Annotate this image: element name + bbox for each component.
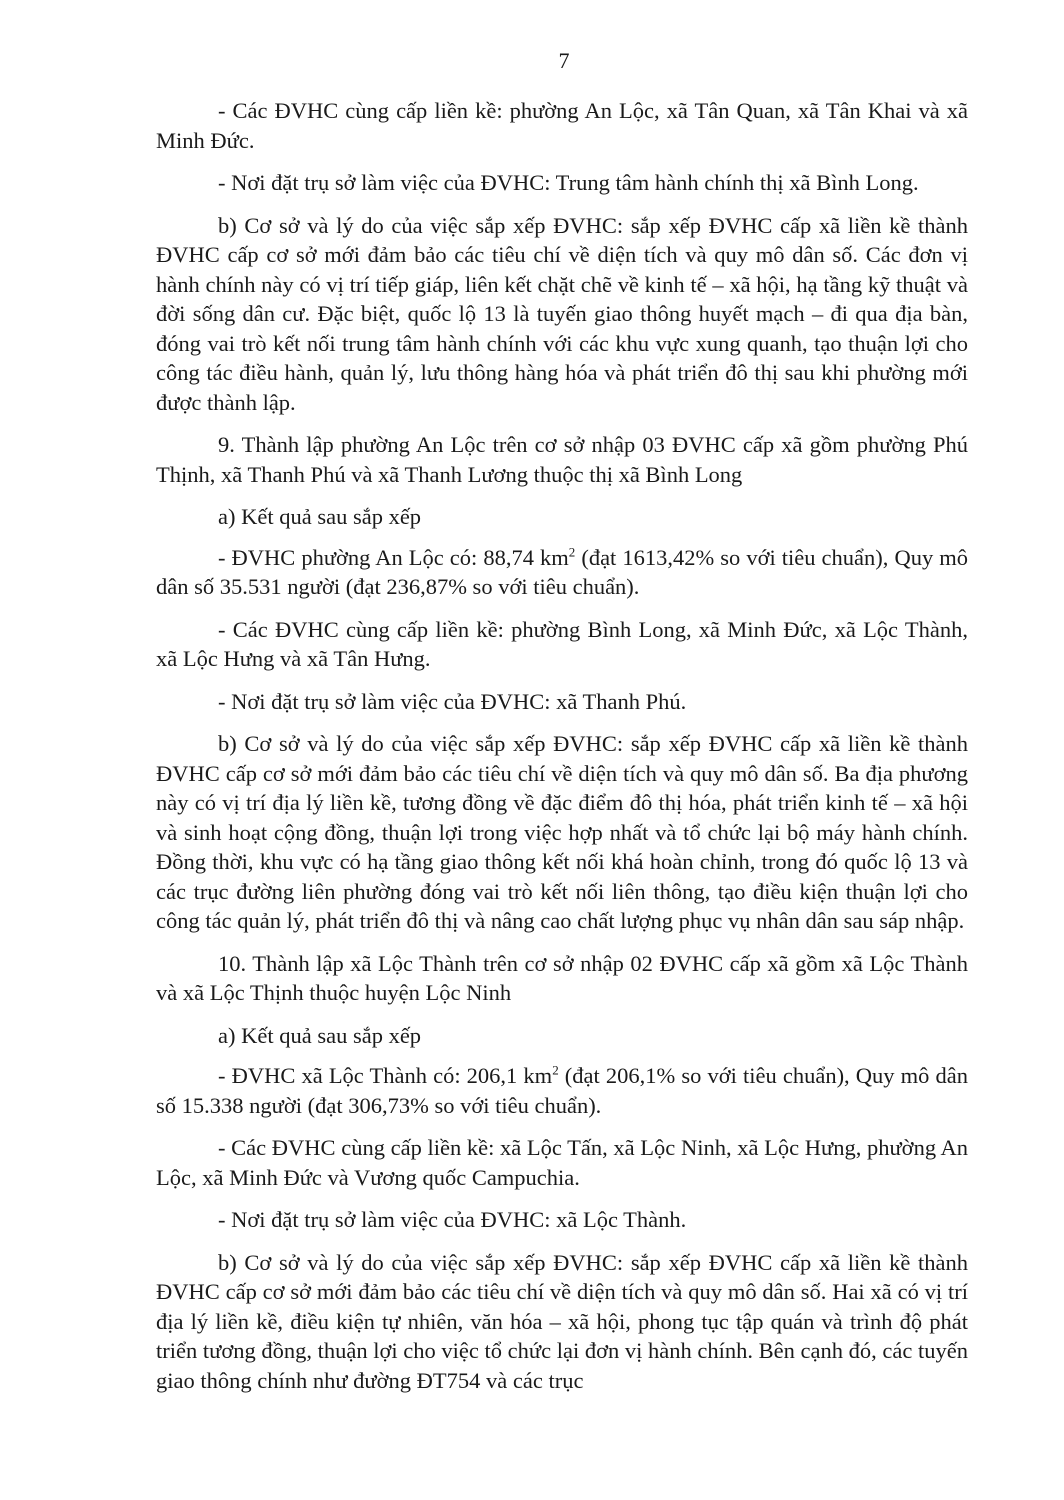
subheading-result-loc-thanh: a) Kết quả sau sắp xếp [218,1022,422,1048]
paragraph-rationale-loc-thanh: b) Cơ sở và lý do của việc sắp xếp ĐVHC: sắp xếp ĐVHC cấp xã liền kề thành ĐVHC cấp cơ sở mới đảm bảo các tiêu chí về diện tích và quy mô dân số. Hai xã có vị trí địa lý liền kề, điều kiện tự nhiên, văn hóa – xã hội, phong tục tập quán và trình độ phát triển tương đồng, thuận lợi cho việc tổ chức lại đơn vị hành chính. Bên cạnh đó, các tuyến giao thông chính như đường ĐT754 và các trục [156,1249,968,1393]
population-text: (đạt 206,1% so với tiêu chuẩn), Quy mô dân số 15.338 người (đạt 306,73% so với tiêu chuẩn). [156,1063,969,1118]
paragraph-rationale-an-loc: b) Cơ sở và lý do của việc sắp xếp ĐVHC: sắp xếp ĐVHC cấp xã liền kề thành ĐVHC cấp cơ sở mới đảm bảo các tiêu chí về diện tích và quy mô dân số. Ba địa phương này có vị trí địa lý liền kề, tương đồng về đặc điểm đô thị hóa, phát triển kinh tế – xã hội và sinh hoạt cộng đồng, thuận lợi trong việc hợp nhất và tổ chức lại bộ máy hành chính. Đồng thời, khu vực có hạ tầng giao thông kết nối khá hoàn chỉnh, trong đó quốc lộ 13 và các trục đường liên phường đóng vai trò kết nối liên thông, tạo điều kiện thuận lợi cho công tác quản lý, phát triển đô thị và nâng cao chất lượng phục vụ nhân dân sau sáp nhập. [156,731,968,933]
paragraph-rationale-binh-long: b) Cơ sở và lý do của việc sắp xếp ĐVHC: sắp xếp ĐVHC cấp xã liền kề thành ĐVHC cấp cơ sở mới đảm bảo các tiêu chí về diện tích và quy mô dân số. Các đơn vị hành chính này có vị trí tiếp giáp, liên kết chặt chẽ về kinh tế – xã hội, hạ tầng kỹ thuật và đời sống dân cư. Đặc biệt, quốc lộ 13 là tuyến giao thông huyết mạch – đi qua địa bàn, đóng vai trò kết nối trung tâm hành chính với các khu vực xung quanh, tạo thuận lợi cho công tác điều hành, quản lý, lưu thông hàng hóa và phát triển đô thị sau khi phường mới được thành lập. [156,212,968,415]
paragraph-office-location-binh-long: - Nơi đặt trụ sở làm việc của ĐVHC: Trung tâm hành chính thị xã Bình Long. [218,170,919,195]
document-body [156,96,968,1408]
paragraph-office-location-an-loc: - Nơi đặt trụ sở làm việc của ĐVHC: xã Thanh Phú. [218,688,687,714]
section-heading-9: 9. Thành lập phường An Lộc trên cơ sở nhập 03 ĐVHC cấp xã gồm phường Phú Thịnh, xã Thanh Phú và xã Thanh Lương thuộc thị xã Bình Long [156,432,968,487]
area-text: - ĐVHC phường An Lộc có: 88,74 km [218,544,569,570]
superscript: 2 [552,1062,559,1078]
page-number: 7 [558,48,570,73]
superscript: 2 [568,544,576,559]
paragraph-adjacent-units-binh-long: - Các ĐVHC cùng cấp liền kề: phường An Lộc, xã Tân Quan, xã Tân Khai và xã Minh Đức. [156,98,968,153]
paragraph-area-population-an-loc [156,543,968,602]
population-text: (đạt 1613,42% so với tiêu chuẩn), Quy mô dân số 35.531 người (đạt 236,87% so với tiêu chuẩn). [156,544,968,599]
paragraph-adjacent-units-loc-thanh: - Các ĐVHC cùng cấp liền kề: xã Lộc Tấn, xã Lộc Ninh, xã Lộc Hưng, phường An Lộc, xã Minh Đức và Vương quốc Campuchia. [156,1135,968,1190]
area-text: - ĐVHC xã Lộc Thành có: 206,1 km [218,1063,553,1088]
paragraph-office-location-loc-thanh: - Nơi đặt trụ sở làm việc của ĐVHC: xã Lộc Thành. [218,1207,687,1232]
paragraph-area-population-loc-thanh [156,1061,968,1120]
paragraph-adjacent-units-an-loc: - Các ĐVHC cùng cấp liền kề: phường Bình Long, xã Minh Đức, xã Lộc Thành, xã Lộc Hưng và xã Tân Hưng. [156,616,968,671]
subheading-result-an-loc: a) Kết quả sau sắp xếp [218,504,422,529]
section-heading-10: 10. Thành lập xã Lộc Thành trên cơ sở nhập 02 ĐVHC cấp xã gồm xã Lộc Thành và xã Lộc Thịnh thuộc huyện Lộc Ninh [156,950,968,1005]
